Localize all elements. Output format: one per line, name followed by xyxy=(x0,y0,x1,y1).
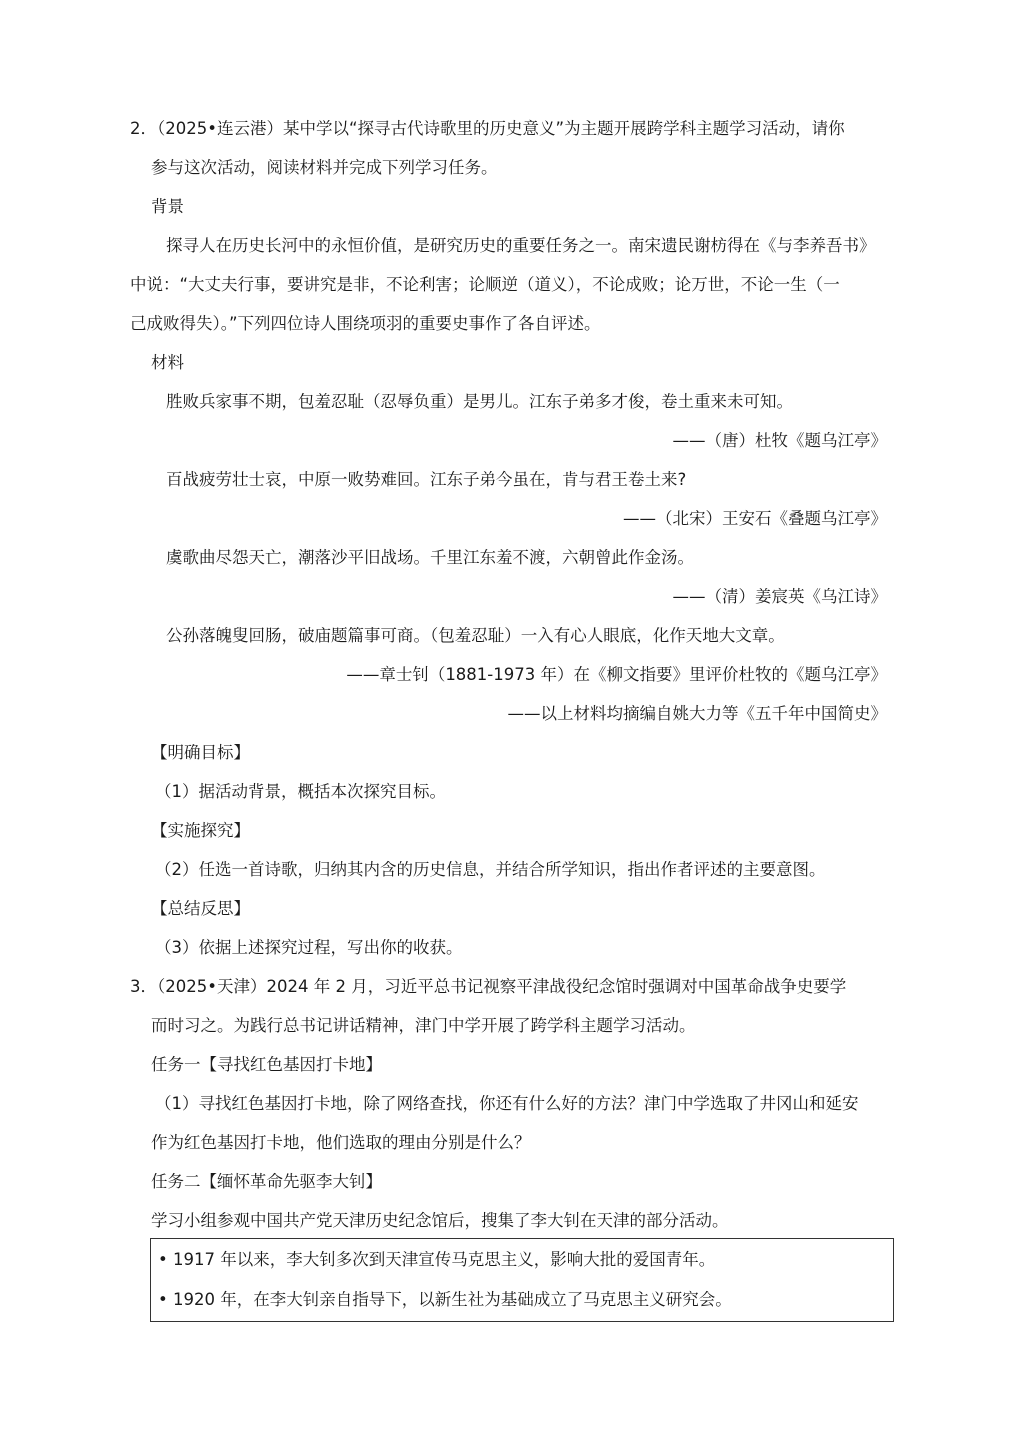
q2-material-heading: 材料 xyxy=(151,353,184,372)
q2-background-line3: 己成败得失）。”下列四位诗人围绕项羽的重要史事作了各自评述。 xyxy=(130,314,601,333)
q2-task2: （2）任选一首诗歌，归纳其内含的历史信息，并结合所学知识，指出作者评述的主要意图。 xyxy=(155,860,826,879)
reflect-heading: 【总结反思】 xyxy=(151,899,250,918)
q2-stem-line2: 参与这次活动，阅读材料并完成下列学习任务。 xyxy=(151,158,498,177)
task-one-question-line1: （1）寻找红色基因打卡地，除了网络查找，你还有什么好的方法？津门中学选取了井冈山和延安 xyxy=(155,1094,859,1113)
q3-stem-line1: 3．（2025•天津）2024 年 2 月，习近平总书记视察平津战役纪念馆时强调对中国革命战争史要学 xyxy=(130,977,847,996)
q2-task3: （3）依据上述探究过程，写出你的收获。 xyxy=(155,938,463,957)
q2-stem-line1: 2．（2025•连云港）某中学以“探寻古代诗歌里的历史意义”为主题开展跨学科主题学习活动，请你 xyxy=(130,119,845,138)
lidazhao-activities-box xyxy=(150,1238,894,1322)
q2-background-heading: 背景 xyxy=(151,197,184,216)
poem-text: 公孙落魄叟回肠，破庙题篇事可商。（包羞忍耻）一入有心人眼底，化作天地大文章。 xyxy=(166,626,785,645)
poem-source: ——（北宋）王安石《叠题乌江亭》 xyxy=(623,509,887,528)
poem-source: ——章士钊（1881-1973 年）在《柳文指要》里评价杜牧的《题乌江亭》 xyxy=(346,665,887,684)
q3-stem-line2: 而时习之。为践行总书记讲话精神，津门中学开展了跨学科主题学习活动。 xyxy=(151,1016,696,1035)
poem-text: 胜败兵家事不期，包羞忍耻（忍辱负重）是男儿。江东子弟多才俊，卷土重来未可知。 xyxy=(166,392,793,411)
explore-heading: 【实施探究】 xyxy=(151,821,250,840)
poem-source: ——（清）姜宸英《乌江诗》 xyxy=(672,587,887,606)
materials-overall-source: ——以上材料均摘编自姚大力等《五千年中国简史》 xyxy=(507,704,887,723)
q2-background-line1: 探寻人在历史长河中的永恒价值，是研究历史的重要任务之一。南宋遗民谢枋得在《与李养吾书》 xyxy=(166,236,876,255)
poem-text: 虞歌曲尽怨天亡，潮落沙平旧战场。千里江东羞不渡，六朝曾此作金汤。 xyxy=(166,548,694,567)
q2-background-line2: 中说：“大丈夫行事，要讲究是非，不论利害；论顺逆（道义），不论成败；论万世，不论一生（一 xyxy=(130,275,840,294)
poem-source: ——（唐）杜牧《题乌江亭》 xyxy=(672,431,887,450)
bullet-item: • 1920 年，在李大钊亲自指导下，以新生社为基础成立了马克思主义研究会。 xyxy=(158,1290,732,1309)
q2-task1: （1）据活动背景，概括本次探究目标。 xyxy=(155,782,446,801)
task-two-heading: 任务二【缅怀革命先驱李大钊】 xyxy=(151,1172,382,1191)
task-one-question-line2: 作为红色基因打卡地，他们选取的理由分别是什么？ xyxy=(151,1133,531,1152)
goal-heading: 【明确目标】 xyxy=(151,743,250,762)
poem-text: 百战疲劳壮士哀，中原一败势难回。江东子弟今虽在，肯与君王卷土来? xyxy=(166,470,687,489)
task-two-intro: 学习小组参观中国共产党天津历史纪念馆后，搜集了李大钊在天津的部分活动。 xyxy=(151,1211,729,1230)
task-one-heading: 任务一【寻找红色基因打卡地】 xyxy=(151,1055,382,1074)
bullet-item: • 1917 年以来，李大钊多次到天津宣传马克思主义，影响大批的爱国青年。 xyxy=(158,1250,716,1269)
